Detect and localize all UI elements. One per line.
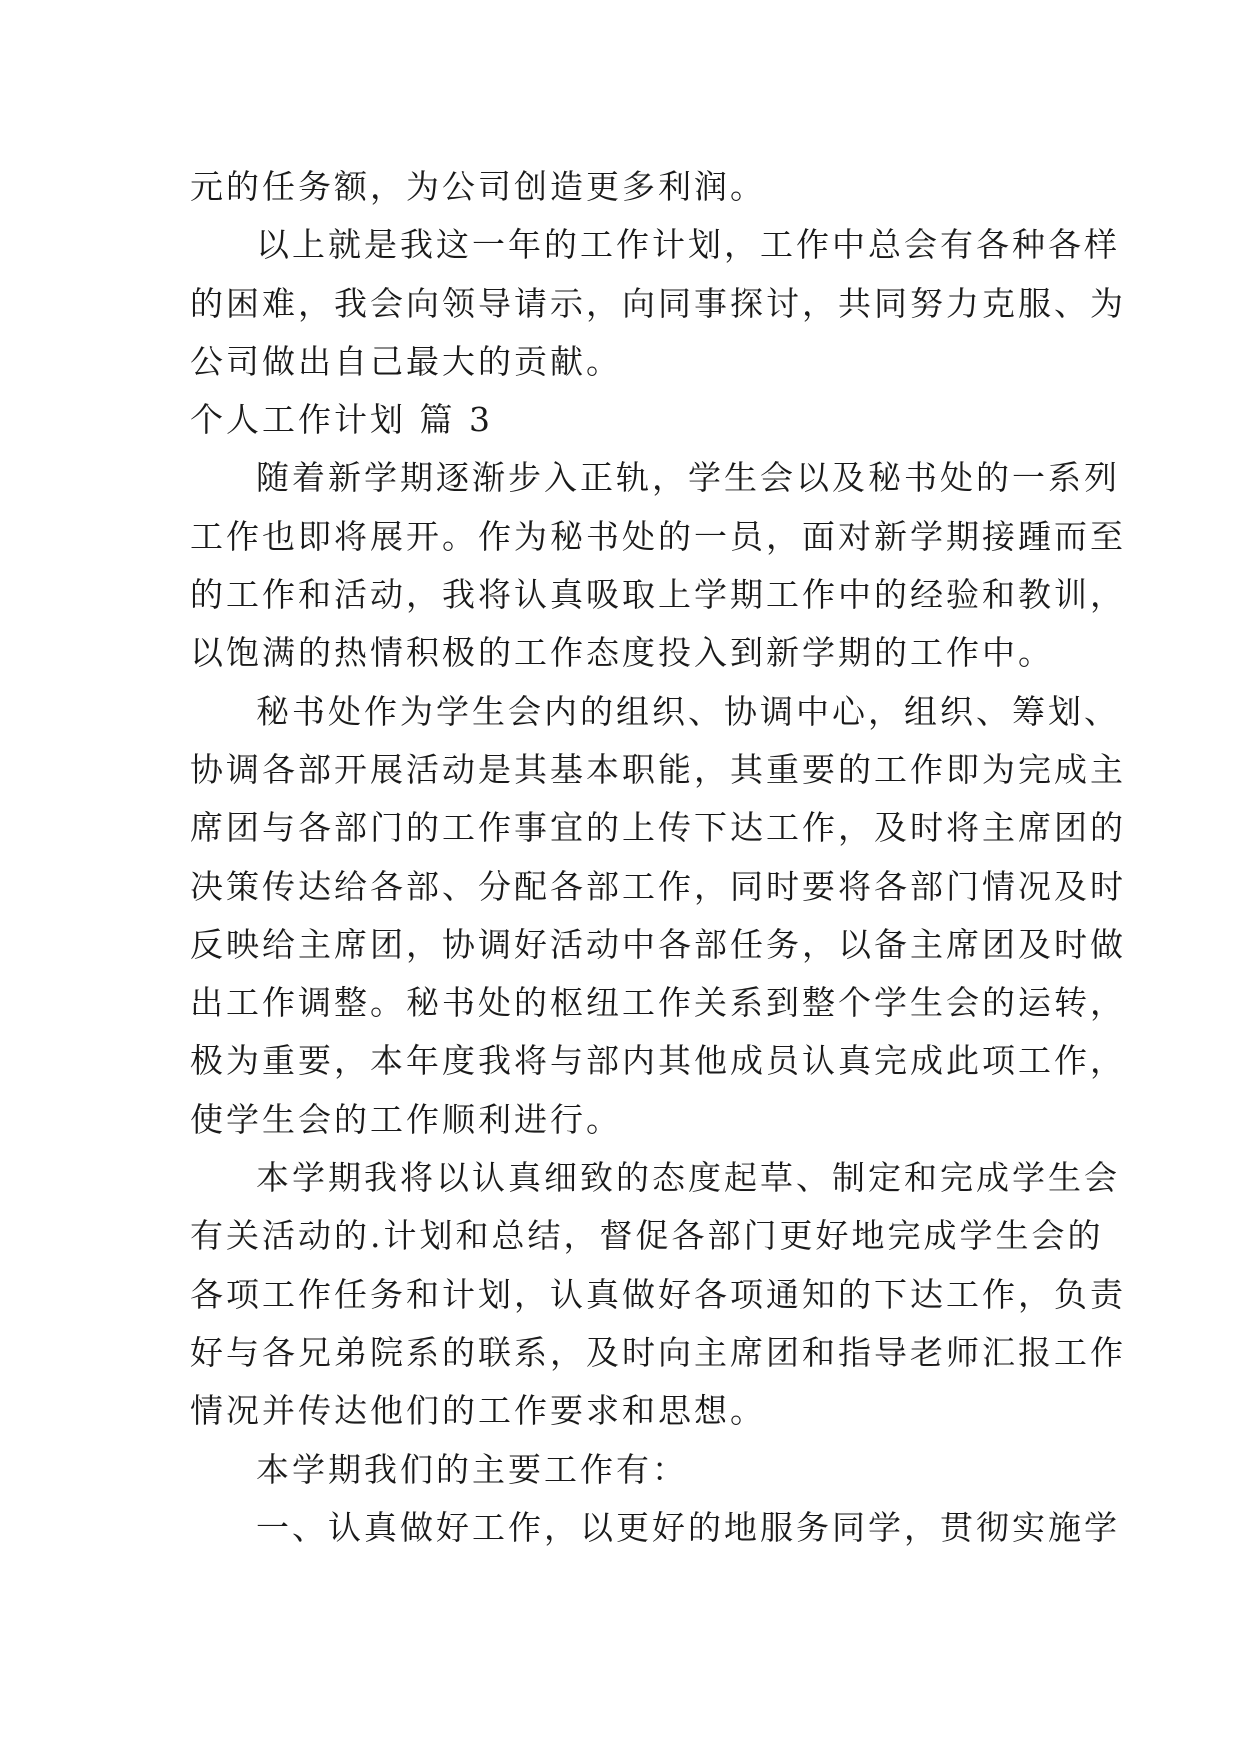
text-line: 好与各兄弟院系的联系，及时向主席团和指导老师汇报工作 [190, 1332, 1126, 1372]
document-body [190, 158, 1126, 1557]
text-line: 以饱满的热情积极的工作态度投入到新学期的工作中。 [190, 633, 1054, 673]
text-line: 有关活动的.计划和总结，督促各部门更好地完成学生会的 [190, 1216, 1104, 1256]
text-line: 公司做出自己最大的贡献。 [190, 341, 622, 381]
text-line: 秘书处作为学生会内的组织、协调中心，组织、筹划、 [256, 691, 1120, 731]
text-line: 协调各部开展活动是其基本职能，其重要的工作即为完成主 [190, 749, 1126, 789]
text-line: 的困难，我会向领导请示，向同事探讨，共同努力克服、为 [190, 283, 1126, 323]
text-line: 反映给主席团，协调好活动中各部任务，以备主席团及时做 [190, 924, 1126, 964]
section-heading: 个人工作计划 篇 3 [190, 400, 493, 440]
text-line: 以上就是我这一年的工作计划，工作中总会有各种各样 [256, 225, 1120, 265]
text-line: 决策传达给各部、分配各部工作，同时要将各部门情况及时 [190, 866, 1126, 906]
text-line: 工作也即将展开。作为秘书处的一员，面对新学期接踵而至 [190, 516, 1126, 556]
text-line: 使学生会的工作顺利进行。 [190, 1099, 622, 1139]
text-line: 随着新学期逐渐步入正轨，学生会以及秘书处的一系列 [256, 458, 1120, 498]
text-line: 出工作调整。秘书处的枢纽工作关系到整个学生会的运转， [190, 983, 1126, 1023]
text-line: 一、认真做好工作，以更好的地服务同学，贯彻实施学 [256, 1507, 1120, 1547]
text-line: 本学期我将以认真细致的态度起草、制定和完成学生会 [256, 1158, 1120, 1198]
text-line: 极为重要，本年度我将与部内其他成员认真完成此项工作， [190, 1041, 1126, 1081]
text-line: 各项工作任务和计划，认真做好各项通知的下达工作，负责 [190, 1274, 1126, 1314]
text-line: 的工作和活动，我将认真吸取上学期工作中的经验和教训， [190, 575, 1126, 615]
text-line: 元的任务额，为公司创造更多利润。 [190, 167, 766, 206]
text-line: 情况并传达他们的工作要求和思想。 [190, 1391, 766, 1431]
text-line: 本学期我们的主要工作有： [256, 1449, 688, 1489]
text-line: 席团与各部门的工作事宜的上传下达工作，及时将主席团的 [190, 808, 1126, 848]
